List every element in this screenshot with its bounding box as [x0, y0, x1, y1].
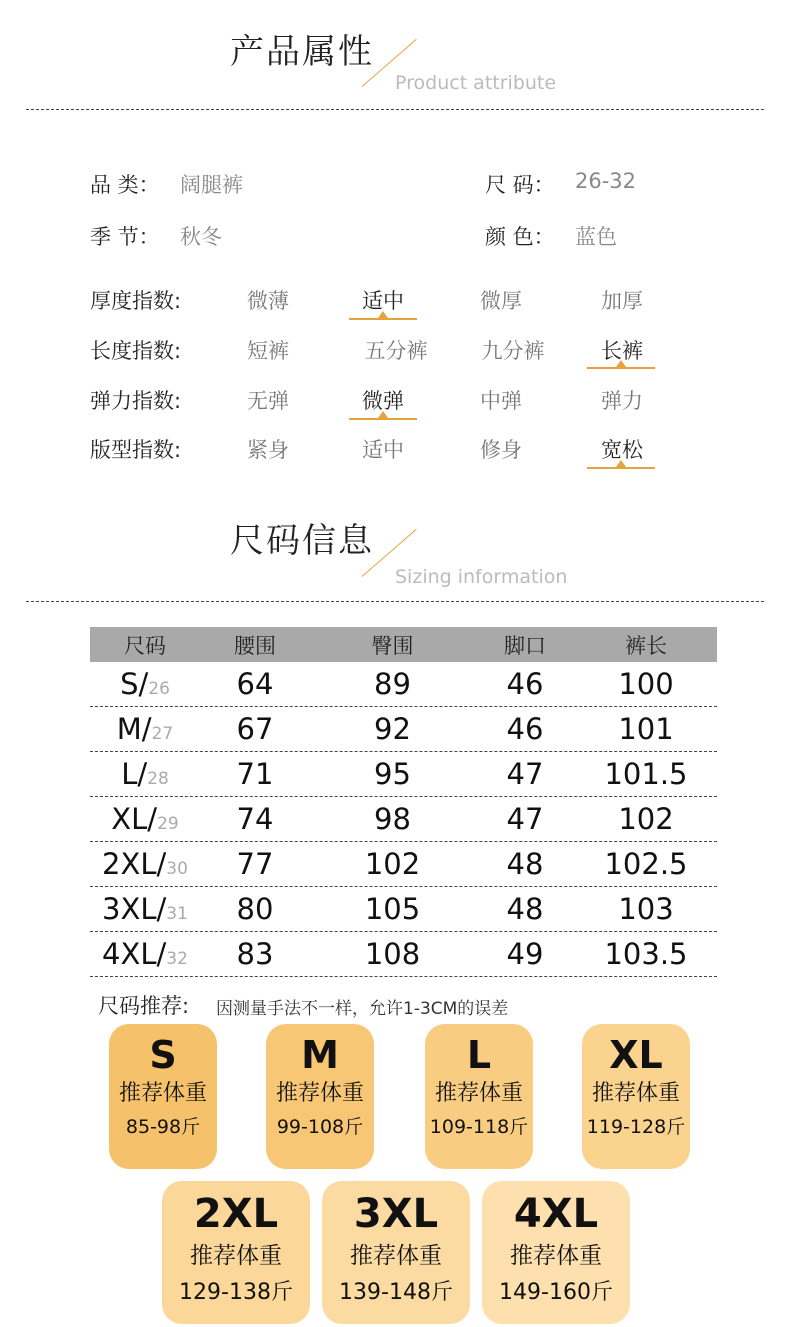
size-name: 2XL/	[102, 847, 167, 881]
measurement-note: 因测量手法不一样，允许1-3CM的误差	[216, 999, 509, 1019]
index-option: 微薄	[247, 289, 289, 313]
hem-cell: 46	[506, 712, 544, 746]
size-number: 32	[166, 949, 188, 969]
selected-marker	[587, 467, 655, 469]
length-cell: 103	[618, 892, 674, 926]
waist-cell: 77	[236, 847, 274, 881]
size-card-3xl	[322, 1181, 470, 1324]
size-card-m	[266, 1024, 374, 1169]
card-weight: 149-160斤	[499, 1280, 613, 1305]
card-weight: 119-128斤	[586, 1116, 686, 1138]
size-name: L/	[121, 757, 148, 791]
index-option: 短裤	[247, 339, 289, 363]
hem-cell: 47	[506, 757, 544, 791]
product-attribute-title: 产品属性	[230, 32, 374, 72]
waist-cell: 71	[236, 757, 274, 791]
card-label: 推荐体重	[275, 1081, 364, 1106]
size-cell	[90, 847, 200, 881]
card-size: XL	[609, 1033, 663, 1077]
size-name: M/	[116, 712, 152, 746]
size-name: S/	[120, 667, 149, 701]
waist-cell: 80	[236, 892, 274, 926]
sizing-information-title: 尺码信息	[230, 521, 374, 561]
size-name: XL/	[111, 802, 158, 836]
index-option: 修身	[480, 438, 522, 462]
index-option-selected: 长裤	[601, 339, 643, 363]
size-recommendation-label: 尺码推荐:	[98, 994, 190, 1018]
size-card-s	[109, 1024, 217, 1169]
size-name: 3XL/	[102, 892, 167, 926]
card-size: M	[301, 1033, 339, 1077]
size-card-l	[425, 1024, 533, 1169]
hem-cell: 46	[506, 667, 544, 701]
table-row	[90, 752, 717, 797]
size-card-2xl	[162, 1181, 310, 1324]
length-cell: 101	[618, 712, 674, 746]
header-size: 尺码	[124, 633, 166, 658]
table-row	[90, 932, 717, 977]
header-hem: 脚口	[504, 633, 546, 658]
waist-cell: 83	[236, 937, 274, 971]
card-weight: 129-138斤	[179, 1280, 293, 1305]
size-number: 27	[151, 724, 174, 744]
size-number: 31	[166, 904, 188, 924]
card-size: 3XL	[353, 1191, 439, 1237]
header-length: 裤长	[625, 633, 667, 658]
size-cell	[90, 892, 200, 926]
card-size: 2XL	[193, 1191, 279, 1237]
size-cell	[90, 937, 200, 971]
hip-cell: 92	[374, 712, 411, 746]
season-value: 秋冬	[180, 225, 222, 249]
hem-cell: 49	[506, 937, 544, 971]
index-option-selected: 宽松	[601, 438, 643, 462]
hip-cell: 95	[374, 757, 411, 791]
hip-cell: 108	[364, 937, 421, 971]
hip-cell: 105	[364, 892, 421, 926]
length-cell: 102	[618, 802, 674, 836]
size-card-xl	[582, 1024, 690, 1169]
thickness-index-label: 厚度指数:	[90, 289, 182, 313]
sizing-information-subtitle: Sizing information	[395, 566, 568, 588]
index-option: 五分裤	[364, 339, 428, 363]
size-table	[90, 627, 717, 977]
waist-cell: 64	[236, 667, 274, 701]
size-number: 30	[166, 859, 188, 879]
length-index-label: 长度指数:	[90, 339, 182, 363]
card-weight: 109-118斤	[429, 1116, 529, 1138]
waist-cell: 74	[236, 802, 274, 836]
index-option-selected: 微弹	[362, 389, 404, 413]
card-label: 推荐体重	[510, 1243, 602, 1269]
section-divider	[26, 601, 764, 602]
fit-index-label: 版型指数:	[90, 438, 182, 462]
card-weight: 85-98斤	[125, 1116, 201, 1138]
size-cell	[90, 802, 200, 836]
index-option: 加厚	[601, 289, 643, 313]
header-waist: 腰围	[234, 633, 276, 658]
size-number: 29	[157, 814, 179, 834]
header-hip: 臀围	[371, 633, 414, 658]
card-label: 推荐体重	[190, 1243, 282, 1269]
product-attribute-subtitle: Product attribute	[395, 72, 557, 94]
table-row	[90, 887, 717, 932]
season-label: 季 节：	[90, 225, 160, 249]
selected-marker	[587, 367, 655, 369]
card-label: 推荐体重	[591, 1081, 680, 1106]
index-option: 九分裤	[481, 339, 545, 363]
table-row	[90, 707, 717, 752]
length-cell: 103.5	[604, 937, 688, 971]
hem-cell: 47	[506, 802, 544, 836]
index-option: 微厚	[480, 289, 522, 313]
size-card-4xl	[482, 1181, 630, 1324]
card-label: 推荐体重	[434, 1081, 523, 1106]
length-cell: 102.5	[604, 847, 688, 881]
size-cell	[90, 757, 200, 791]
table-row	[90, 842, 717, 887]
index-option: 无弹	[247, 389, 289, 413]
card-size: L	[466, 1033, 492, 1077]
hip-cell: 102	[364, 847, 421, 881]
index-option-selected: 适中	[362, 289, 404, 313]
color-value: 蓝色	[575, 225, 617, 249]
index-option: 适中	[362, 438, 404, 462]
selected-marker	[349, 418, 417, 420]
table-row	[90, 662, 717, 707]
index-option: 紧身	[247, 438, 289, 462]
table-header	[90, 627, 717, 662]
elasticity-index-label: 弹力指数:	[90, 389, 182, 413]
size-name: 4XL/	[102, 937, 167, 971]
hem-cell: 48	[506, 847, 544, 881]
section-divider	[26, 109, 764, 110]
length-cell: 100	[618, 667, 674, 701]
category-value: 阔腿裤	[180, 173, 243, 197]
card-weight: 99-108斤	[276, 1116, 364, 1138]
index-option: 中弹	[480, 389, 522, 413]
card-label: 推荐体重	[350, 1243, 442, 1269]
category-label: 品 类：	[90, 173, 160, 197]
size-range-label: 尺 码：	[485, 173, 555, 197]
color-label: 颜 色：	[485, 225, 555, 249]
size-range-value: 26-32	[575, 169, 637, 193]
size-cell	[90, 712, 200, 746]
waist-cell: 67	[236, 712, 274, 746]
selected-marker	[349, 318, 417, 320]
size-cell	[90, 667, 200, 701]
card-size: 4XL	[513, 1191, 599, 1237]
hip-cell: 98	[374, 802, 411, 836]
size-number: 26	[148, 679, 170, 699]
card-label: 推荐体重	[118, 1081, 207, 1106]
card-weight: 139-148斤	[339, 1280, 453, 1305]
size-number: 28	[147, 769, 169, 789]
index-option: 弹力	[601, 389, 643, 413]
card-size: S	[149, 1033, 177, 1077]
length-cell: 101.5	[604, 757, 688, 791]
hem-cell: 48	[506, 892, 544, 926]
hip-cell: 89	[374, 667, 411, 701]
table-row	[90, 797, 717, 842]
